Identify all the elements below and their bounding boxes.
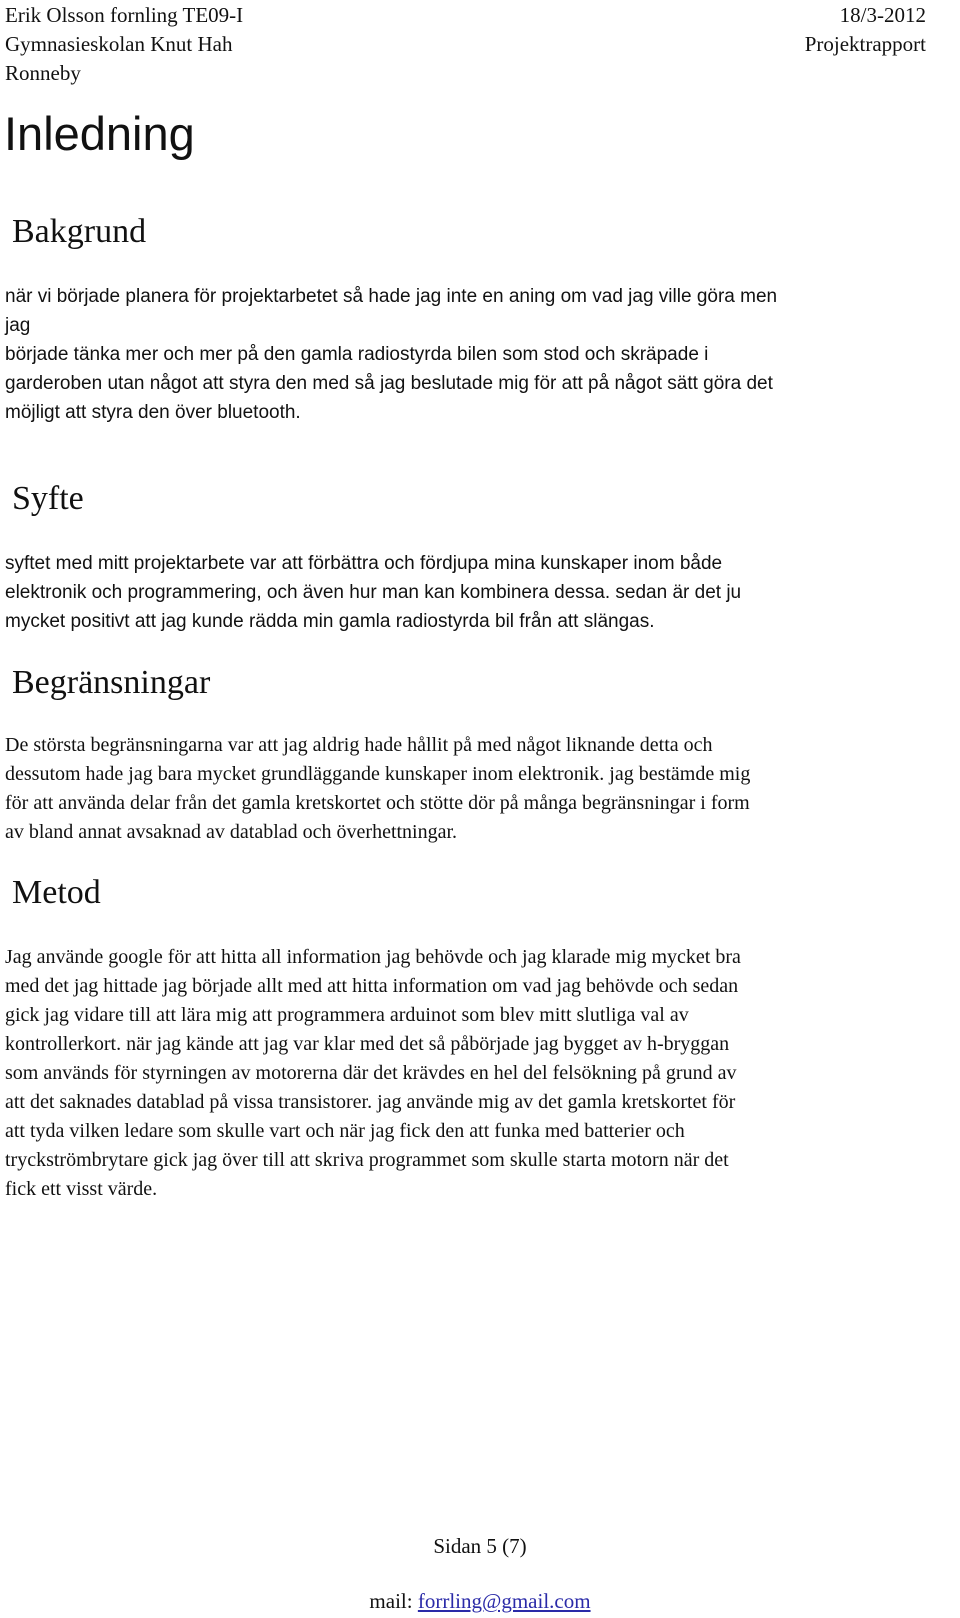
heading-metod: Metod [12, 874, 101, 911]
paragraph-line: att det saknades datablad på vissa transistorer. jag använde mig av det gamla kretskortet för [5, 1091, 736, 1113]
paragraph-metod [5, 943, 940, 1204]
paragraph-syfte [5, 549, 940, 636]
header-left [5, 1, 243, 88]
paragraph-line: att tyda vilken ledare som skulle vart och när jag fick den att funka med batterier och [5, 1120, 685, 1142]
paragraph-line: Jag använde google för att hitta all information jag behövde och jag klarade mig mycket bra [5, 946, 741, 968]
paragraph-line: kontrollerkort. när jag kände att jag var klar med det så påbörjade jag bygget av h-bryggan [5, 1033, 730, 1055]
paragraph-line: när vi började planera för projektarbetet så hade jag inte en aning om vad jag ville göra men [5, 286, 778, 307]
paragraph-line: mycket positivt att jag kunde rädda min gamla radiostyrda bil från att slängas. [5, 611, 655, 632]
header-doc-type: Projektrapport [804, 32, 926, 56]
heading-syfte: Syfte [12, 480, 84, 517]
city-line: Ronneby [5, 61, 81, 85]
paragraph-line: fick ett visst värde. [5, 1178, 158, 1200]
page-number: Sidan 5 (7) [433, 1534, 527, 1558]
heading-bakgrund: Bakgrund [12, 213, 147, 250]
header-right [805, 1, 926, 59]
page-title: Inledning [4, 107, 195, 160]
paragraph-line: garderoben utan något att styra den med så jag beslutade mig för att på något sätt göra det [5, 373, 773, 394]
paragraph-line: jag [5, 315, 31, 336]
paragraph-bakgrund [5, 282, 940, 427]
paragraph-line: möjligt att styra den över bluetooth. [5, 402, 301, 423]
paragraph-line: elektronik och programmering, och även hur man kan kombinera dessa. sedan är det ju [5, 582, 742, 603]
paragraph-line: tryckströmbrytare gick jag över till att skriva programmet som skulle starta motorn när det [5, 1149, 729, 1171]
paragraph-line: av bland annat avsaknad av datablad och överhettningar. [5, 821, 458, 843]
paragraph-line: gick jag vidare till att lära mig att programmera arduinot som blev mitt slutliga val av [5, 1004, 689, 1026]
paragraph-line: för att använda delar från det gamla kretskortet och stötte dör på många begränsningar i form [5, 792, 750, 814]
mail-label: mail: [369, 1589, 413, 1613]
paragraph-line: syftet med mitt projektarbete var att förbättra och fördjupa mina kunskaper inom både [5, 553, 723, 574]
footer [0, 1587, 960, 1616]
paragraph-line: dessutom hade jag bara mycket grundläggande kunskaper inom elektronik. jag bestämde mig [5, 763, 751, 785]
paragraph-line: som används för styrningen av motorerna där det krävdes en hel del felsökning på grund av [5, 1062, 737, 1084]
email-link[interactable]: forrling@gmail.com [417, 1589, 591, 1613]
header-date: 18/3-2012 [839, 3, 926, 27]
author-line: Erik Olsson fornling TE09-I [5, 3, 244, 27]
paragraph-line: De största begränsningarna var att jag aldrig hade hållit på med något liknande detta och [5, 734, 713, 756]
paragraph-line: började tänka mer och mer på den gamla radiostyrda bilen som stod och skräpade i [5, 344, 709, 365]
paragraph-begransningar [5, 731, 940, 847]
heading-begransningar: Begränsningar [12, 664, 211, 701]
school-line: Gymnasieskolan Knut Hah [5, 32, 233, 56]
paragraph-line: med det jag hittade jag började allt med att hitta information om vad jag behövde och sedan [5, 975, 739, 997]
